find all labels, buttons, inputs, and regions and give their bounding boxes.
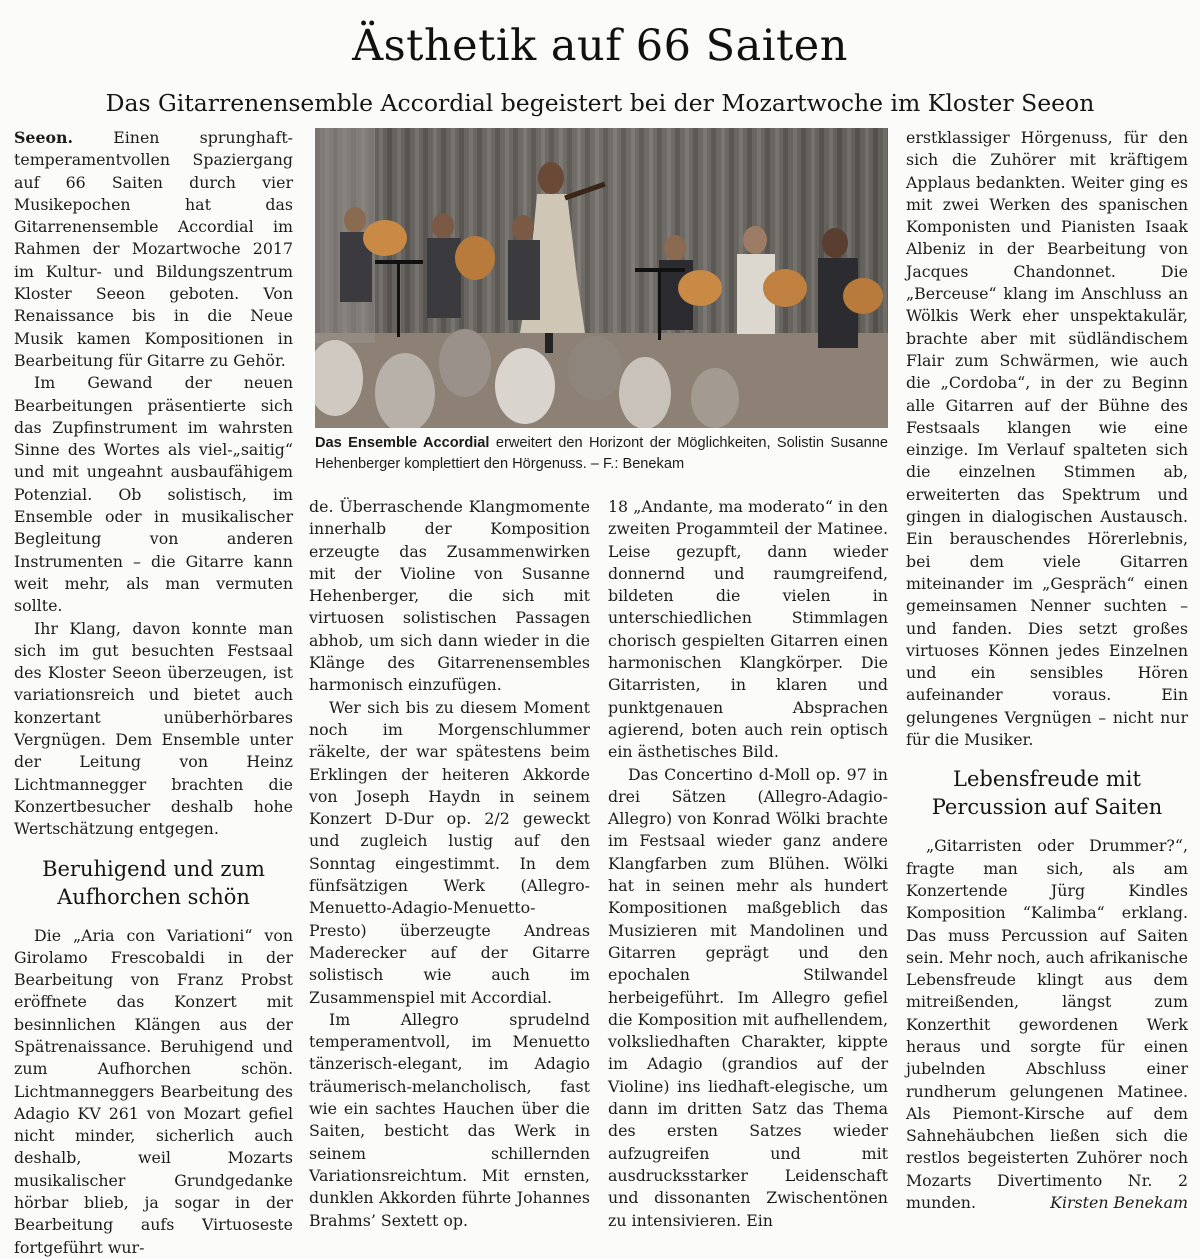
paragraph: erstklassiger Hörgenuss, für den sich die Zuhörer mit kräftigem Applaus bedankten. Weiter ging es mit zwei Werken des spanischen Komponisten und Pianisten Isaak Albeniz in der Bearbeitung von Jacques Chandonnet. Die „Berceuse“ klang im Anschluss an Wölkis Werk eher unspektakulär, brachte aber mit südländischem Flair zum Schwärmen, wie auch die „Cordoba“, in der zu Beginn alle Gitarren auf der Bühne des Festsaals klangen wie eine einzige. Im Verlauf spalteten sich die einzelnen Stimmen ab, erweiterten das Spektrum und gingen in dialogischen Austausch. Ein berauschendes Hörerlebnis, bei dem viele Gitarren miteinander im „Gespräch“ einen gemeinsamen Nenner suchten – und fanden. Dies setzt großes virtuoses Können jedes Einzelnen und ein sensibles Hören aufeinander voraus. Ein gelungenes Vergnügen – nicht nur für die Musiker. — [906, 128, 1188, 750]
paragraph: Ihr Klang, davon konnte man sich im gut besuchten Festsaal des Kloster Seeon überzeugen, ist variationsreich und bietet auch konzertant unüberhörbares Vergnügen. Dem Ensemble unter der Leitung von Heinz Lichtmannegger brachten die Konzertbesucher deshalb hohe Wertschätzung entgegen. — [14, 618, 293, 839]
author-byline: Kirsten Benekam — [1050, 1193, 1188, 1213]
ensemble-photo-illustration — [315, 128, 888, 428]
paragraph: Wer sich bis zu diesem Moment noch im Morgenschlummer räkelte, der war spätestens beim Erklingen der heiteren Akkorde von Joseph Haydn in seinem Konzert D-Dur op. 2/2 geweckt und zugleich lustig auf den Sonntag eingestimmt. In dem fünfsätzigen Werk (Allegro-Menuetto-Adagio-Menuetto-Presto) überzeugte Andreas Maderecker auf der Gitarre solistisch wie auch im Zusammenspiel mit Accordial. — [309, 697, 590, 1007]
photo-credit: – F.: Benekam — [590, 456, 685, 472]
paragraph: de. Überraschende Klangmomente innerhalb der Komposition erzeugte das Zusammenwirken mit der Violine von Susanne Hehenberger, die sich mit virtuosen solistischen Passagen abhob, um sich dann wieder in die Klänge des Gitarrenensembles harmonisch einzufügen. — [309, 497, 590, 695]
article-column-4 — [906, 127, 1188, 1214]
caption-bold: Das Ensemble Accordial — [315, 435, 490, 451]
article-column-1 — [14, 127, 293, 1259]
caption-text: erweitert den Horizont der Möglichkeiten, Solistin Susanne Hehenberger komplettiert den Hörgenuss. — [315, 435, 888, 472]
paragraph-text: „Gitarristen oder Drummer?“, fragte man sich, als am Konzertende Jürg Kindles Komposition “Kalimba“ erklang. Das muss Percussion auf Saiten sein. Mehr noch, auch afrikanische Lebensfreude klingt aus dem mitreißenden, längst zum Konzerthit gewordenen Werk heraus und sorgte für einen jubelnden Abschluss einer rundherum gelungenen Matinee. Als Piemont-Kirsche auf dem Sahnehäubchen ließen sich die restlos begeisterten Zuhörer noch Mozarts Divertimento Nr. 2 munden. — [906, 836, 1188, 1213]
paragraph: 18 „Andante, ma moderato“ in den zweiten Progammteil der Matinee. Leise gezupft, dann wieder donnernd und raumgreifend, bildeten die vielen in unterschiedlichen Stimmlagen chorisch gespielten Gitarren einen harmonischen Klangkörper. Die Gitarristen, in klaren und punktgenauen Absprachen agierend, boten auch rein optisch ein ästhetisches Bild. — [608, 497, 888, 762]
paragraph: Im Gewand der neuen Bearbeitungen präsentierte sich das Zupfinstrument im wahrsten Sinne des Wortes als viel-„saitig“ und mit ungeahnt ausbaufähigem Potenzial. Ob solistisch, im Ensemble oder in musikalischer Begleitung von anderen Instrumenten – die Gitarre kann weit mehr, als man vermuten sollte. — [14, 373, 293, 616]
section-subhead: Lebensfreude mit Percussion auf Saiten — [931, 767, 1163, 820]
ensemble-photo — [315, 128, 888, 428]
photo-caption — [315, 433, 888, 475]
paragraph: Das Concertino d-Moll op. 97 in drei Sätzen (Allegro-Adagio-Allegro) von Konrad Wölki brachte im Festsaal wieder ganz andere Klangfarben zum Blühen. Wölki hat in seinen mehr als hundert Kompositionen maßgeblich das Musizieren mit Mandolinen und Gitarren geprägt und den epochalen Stilwandel herbeigeführt. Im Allegro gefiel die Komposition mit aufhellendem, volksliedhaften Charakter, kippte im Adagio (grandios auf der Violine) ins liedhaft-elegische, um dann im dritten Satz das Thema des ersten Satzes wieder aufzugreifen und mit ausdrucksstarker Leidenschaft und dissonanten Zwischentönen zu intensivieren. Ein — [608, 764, 888, 1230]
article-column-3 — [608, 496, 888, 1232]
paragraph — [14, 127, 293, 372]
headline: Ästhetik auf 66 Saiten — [352, 21, 848, 71]
paragraph-text: Einen sprunghaft-temperamentvollen Spaziergang auf 66 Saiten durch vier Musikepochen hat das Gitarrenensemble Accordial im Rahmen der Mozartwoche 2017 im Kultur- und Bildungszentrum Kloster Seeon geboten. Von Renaissance bis in die Neue Musik kamen Kompositionen in Bearbeitung für Gitarre zu Gehör. — [14, 128, 293, 370]
paragraph: Die „Aria con Variationi“ von Girolamo Frescobaldi in der Bearbeitung von Franz Probst eröffnete das Konzert mit besinnlichen Klängen aus der Spätrenaissance. Beruhigend und zum Aufhorchen schön. Lichtmanneggers Bearbeitung des Adagio KV 261 von Mozart gefiel nicht minder, sicherlich auch deshalb, weil Mozarts musikalischer Grundgedanke hörbar blieb, ja sogar in der Bearbeitung aufs Virtuoseste fortgeführt wur- — [14, 925, 293, 1257]
article-column-2 — [309, 496, 590, 1232]
dateline: Seeon. — [14, 128, 74, 147]
subheadline: Das Gitarrenensemble Accordial begeistert bei der Mozartwoche im Kloster Seeon — [105, 89, 1095, 117]
paragraph — [906, 835, 1188, 1214]
paragraph: Im Allegro sprudelnd temperamentvoll, im Menuetto tänzerisch-elegant, im Adagio träumerisch-melancholisch, fast wie ein sachtes Hauchen über die Saiten, bestiсht das Werk in seinem schillernden Variationsreichtum. Mit ernsten, dunklen Akkorden führte Johannes Brahms’ Sextett op. — [309, 1009, 590, 1230]
section-subhead: Beruhigend und zum Aufhorchen schön — [42, 856, 265, 909]
